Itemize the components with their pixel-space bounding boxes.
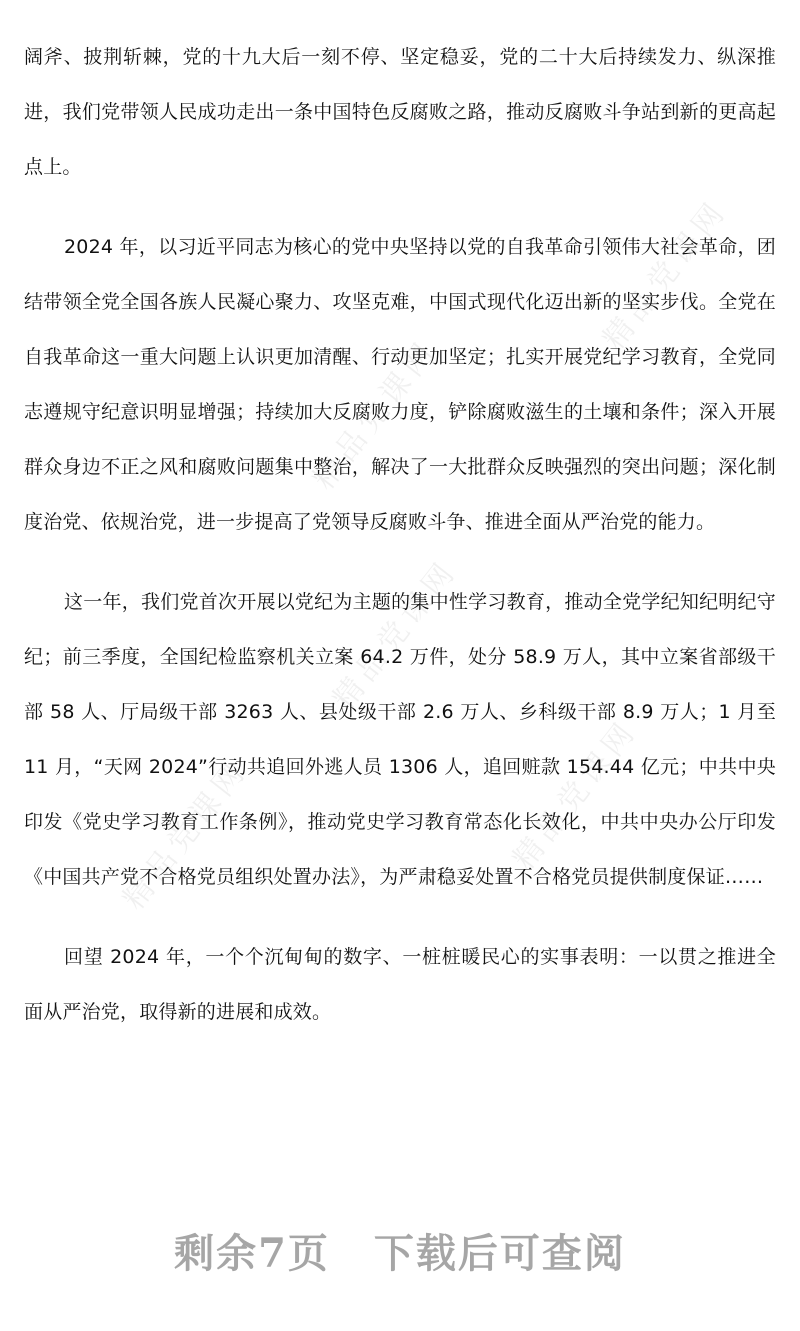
watermark-text: 精品党课网 xyxy=(306,333,445,497)
watermark-text: 精品党课网 xyxy=(596,193,735,357)
watermark-text: 精品党课网 xyxy=(506,713,645,877)
watermark-text: 精品党课网 xyxy=(326,553,465,717)
paragraph-3: 这一年，我们党首次开展以党纪为主题的集中性学习教育，推动全党学纪知纪明纪守纪；前三季度，全国纪检监察机关立案 64.2 万件，处分 58.9 万人，其中立案省部级干部 58 人、厅局级干部 3263 人、县处级干部 2.6 万人、乡科级干部 8.9 万人；1 月至 11 月，“天网 2024”行动共追回外逃人员 1306 人，追回赃款 154.44 亿元；中共中央印发《党史学习教育工作条例》，推动党史学习教育常态化长效化，中共中央办公厅印发《中国共产党不合格党员组织处置办法》，为严肃稳妥处置不合格党员提供制度保证…… xyxy=(24,591,776,888)
paragraph-1: 阔斧、披荆斩棘，党的十九大后一刻不停、坚定稳妥，党的二十大后持续发力、纵深推进，我们党带领人民成功走出一条中国特色反腐败之路，推动反腐败斗争站到新的更高起点上。 xyxy=(24,46,776,178)
document-body xyxy=(24,30,776,1065)
download-to-view-label: 下载后可查阅 xyxy=(373,1230,626,1277)
paragraph-2: 2024 年，以习近平同志为核心的党中央坚持以党的自我革命引领伟大社会革命，团结带领全党全国各族人民凝心聚力、攻坚克难，中国式现代化迈出新的坚实步伐。全党在自我革命这一重大问题上认识更加清醒、行动更加坚定；扎实开展党纪学习教育，全党同志遵规守纪意识明显增强；持续加大反腐败力度，铲除腐败滋生的土壤和条件；深入开展群众身边不正之风和腐败问题集中整治，解决了一大批群众反映强烈的突出问题；深化制度治党、依规治党，进一步提高了党领导反腐败斗争、推进全面从严治党的能力。 xyxy=(24,236,776,533)
paragraph-4: 回望 2024 年，一个个沉甸甸的数字、一桩桩暖民心的实事表明：一以贯之推进全面从严治党，取得新的进展和成效。 xyxy=(24,946,776,1023)
watermark-text: 精品党课网 xyxy=(116,753,255,917)
remaining-pages-banner[interactable] xyxy=(0,1222,800,1279)
remaining-pages-label: 剩余7页 xyxy=(174,1230,330,1277)
